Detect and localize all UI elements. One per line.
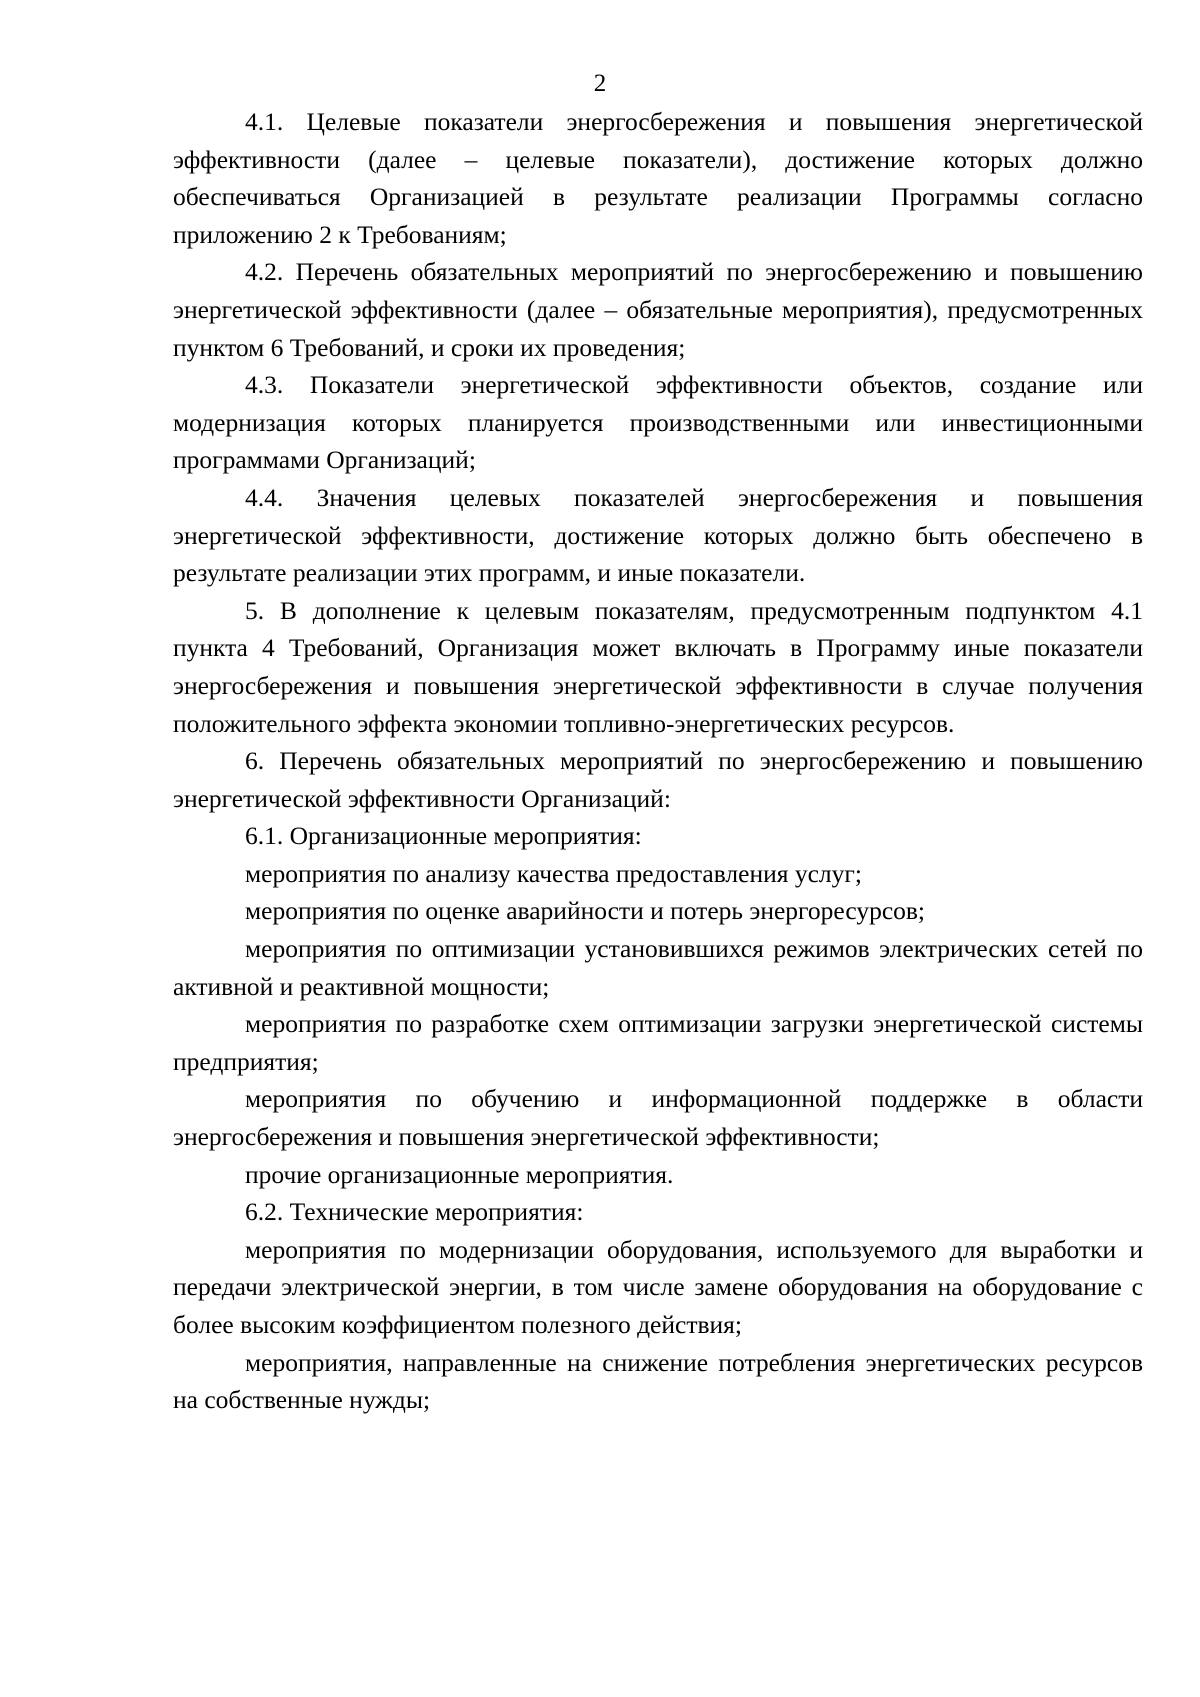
paragraph-4-3: 4.3. Показатели энергетической эффективности объектов, создание или модернизация которых планируется производственными или инвестиционными программами Организаций; [173,370,1143,475]
list-item: мероприятия по оценке аварийности и потерь энергоресурсов; [245,896,926,926]
paragraph-6: 6. Перечень обязательных мероприятий по энергосбережению и повышению энергетической эффективности Организаций: [173,746,1143,813]
document-body [173,103,1143,1419]
paragraph-5: 5. В дополнение к целевым показателям, предусмотренным подпунктом 4.1 пункта 4 Требований, Организация может включать в Программу иные показатели энергосбережения и повышения энергетической эффективности в случае получения положительного эффекта экономии топливно-энергетических ресурсов. [173,595,1143,738]
page-number: 2 [593,70,607,97]
paragraph-4-2: 4.2. Перечень обязательных мероприятий по энергосбережению и повышению энергетической эффективности (далее – обязательные мероприятия), предусмотренных пунктом 6 Требований, и сроки их проведения; [173,257,1143,362]
list-item: мероприятия, направленные на снижение потребления энергетических ресурсов на собственные нужды; [173,1347,1143,1415]
paragraph-4-4: 4.4. Значения целевых показателей энергосбережения и повышения энергетической эффективности, достижение которых должно быть обеспечено в результате реализации этих программ, и иные показатели. [173,482,1143,588]
list-item: прочие организационные мероприятия. [245,1159,674,1189]
list-item: мероприятия по разработке схем оптимизации загрузки энергетической системы предприятия; [173,1009,1143,1076]
list-item: мероприятия по анализу качества предоставления услуг; [245,858,862,888]
list-item: мероприятия по оптимизации установившихся режимов электрических сетей по активной и реактивной мощности; [173,934,1143,1001]
list-item: мероприятия по модернизации оборудования, используемого для выработки и передачи электрической энергии, в том числе замене оборудования на оборудование с более высоким коэффициентом полезного действия; [173,1234,1143,1339]
list-item: мероприятия по обучению и информационной поддержке в области энергосбережения и повышения энергетической эффективности; [173,1084,1143,1152]
paragraph-6-2: 6.2. Технические мероприятия: [245,1197,584,1227]
paragraph-6-1: 6.1. Организационные мероприятия: [245,821,642,851]
paragraph-4-1: 4.1. Целевые показатели энергосбережения и повышения энергетической эффективности (далее – целевые показатели), достижение которых должно обеспечиваться Организацией в результате реализации Программы согласно приложению 2 к Требованиям; [173,107,1143,249]
